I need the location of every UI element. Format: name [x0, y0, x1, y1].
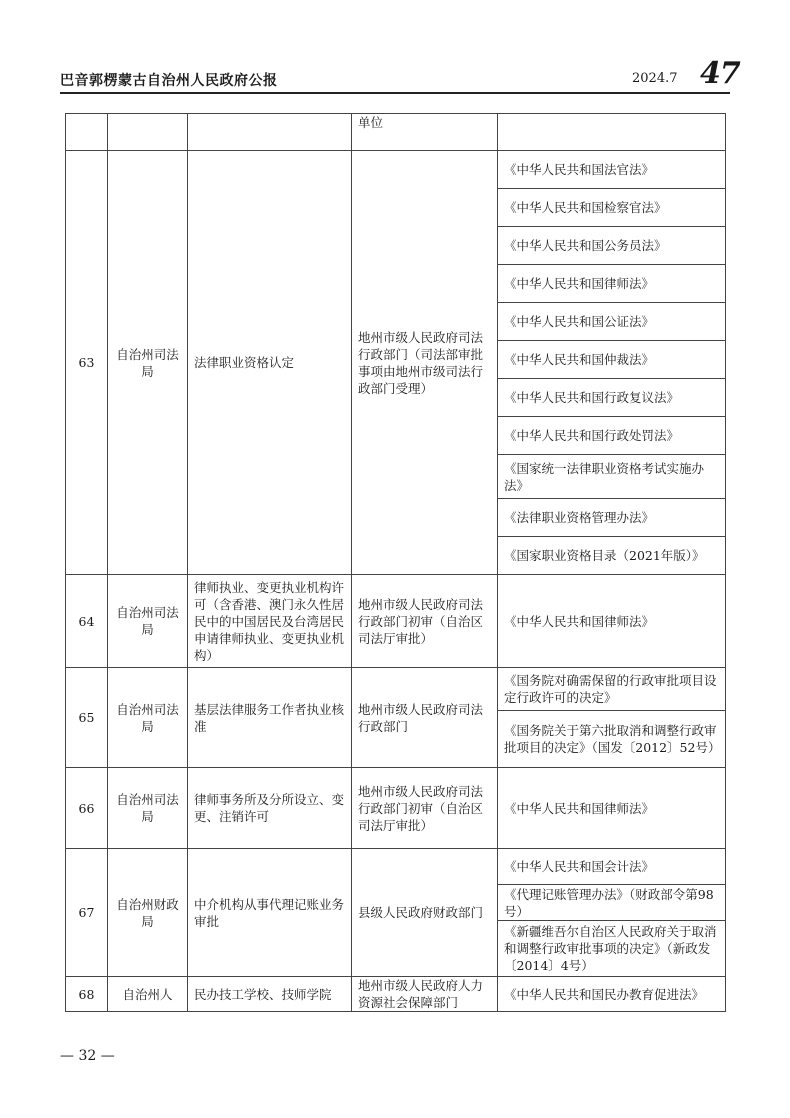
row-number: 65	[66, 668, 108, 768]
legal-basis-cell: 《国家职业资格目录（2021年版）》	[498, 537, 726, 575]
legal-basis-cell: 《中华人民共和国律师法》	[498, 768, 726, 849]
table-cell	[188, 114, 352, 151]
legal-basis-cell: 《中华人民共和国行政处罚法》	[498, 417, 726, 455]
table-cell	[66, 114, 108, 151]
row-number: 68	[66, 977, 108, 1012]
legal-basis-cell: 《中华人民共和国公务员法》	[498, 227, 726, 265]
legal-basis-cell: 《中华人民共和国仲裁法》	[498, 341, 726, 379]
journal-title: 巴音郭楞蒙古自治州人民政府公报	[60, 73, 278, 89]
item-cell: 民办技工学校、技师学院	[188, 977, 352, 1012]
department-cell: 自治州司法局	[108, 668, 188, 768]
legal-basis-cell: 《中华人民共和国公证法》	[498, 303, 726, 341]
legal-basis-cell: 《法律职业资格管理办法》	[498, 499, 726, 537]
item-cell: 法律职业资格认定	[188, 151, 352, 575]
item-cell: 律师事务所及分所设立、变更、注销许可	[188, 768, 352, 849]
authority-cell: 地州市级人民政府司法行政部门初审（自治区司法厅审批）	[352, 575, 498, 668]
department-cell: 自治州司法局	[108, 151, 188, 575]
row-number: 67	[66, 849, 108, 977]
legal-basis-cell: 《国家统一法律职业资格考试实施办法》	[498, 455, 726, 499]
row-number: 66	[66, 768, 108, 849]
table-row	[66, 849, 726, 885]
legal-basis-cell: 《代理记账管理办法》（财政部令第98号）	[498, 885, 726, 921]
table-row	[66, 977, 726, 1012]
legal-basis-cell: 《中华人民共和国行政复议法》	[498, 379, 726, 417]
legal-basis-cell: 《中华人民共和国法官法》	[498, 151, 726, 189]
authority-cell: 单位	[352, 114, 498, 151]
authority-cell: 地州市级人民政府司法行政部门	[352, 668, 498, 768]
table-row	[66, 768, 726, 849]
item-cell: 律师执业、变更执业机构许可（含香港、澳门永久性居民中的中国居民及台湾居民申请律师执业、变更执业机构）	[188, 575, 352, 668]
department-cell: 自治州人	[108, 977, 188, 1012]
department-cell: 自治州司法局	[108, 575, 188, 668]
table-row	[66, 575, 726, 668]
table-row	[66, 114, 726, 151]
authority-cell: 县级人民政府财政部门	[352, 849, 498, 977]
authority-cell: 地州市级人民政府人力资源社会保障部门	[352, 977, 498, 1012]
row-number: 63	[66, 151, 108, 575]
department-cell: 自治州财政局	[108, 849, 188, 977]
administrative-permit-table	[65, 113, 726, 1012]
legal-basis-cell: 《新疆维吾尔自治区人民政府关于取消和调整行政审批事项的决定》（新政发〔2014〕4号）	[498, 921, 726, 977]
authority-cell: 地州市级人民政府司法行政部门（司法部审批事项由地州市级司法行政部门受理）	[352, 151, 498, 575]
legal-basis-cell: 《中华人民共和国检察官法》	[498, 189, 726, 227]
legal-basis-cell: 《中华人民共和国律师法》	[498, 265, 726, 303]
legal-basis-cell: 《中华人民共和国会计法》	[498, 849, 726, 885]
legal-basis-cell: 《中华人民共和国民办教育促进法》	[498, 977, 726, 1012]
issue-date: 2024.7	[632, 71, 678, 86]
authority-cell: 地州市级人民政府司法行政部门初审（自治区司法厅审批）	[352, 768, 498, 849]
department-cell: 自治州司法局	[108, 768, 188, 849]
item-cell: 中介机构从事代理记账业务审批	[188, 849, 352, 977]
issue-number: 47	[700, 56, 740, 91]
legal-basis-cell: 《中华人民共和国律师法》	[498, 575, 726, 668]
table-row	[66, 151, 726, 189]
page-number: — 32 —	[60, 1048, 115, 1064]
table-row	[66, 668, 726, 711]
legal-basis-cell: 《国务院关于第六批取消和调整行政审批项目的决定》（国发〔2012〕52号）	[498, 711, 726, 768]
table-cell	[498, 114, 726, 151]
legal-basis-cell: 《国务院对确需保留的行政审批项目设定行政许可的决定》	[498, 668, 726, 711]
row-number: 64	[66, 575, 108, 668]
table-cell	[108, 114, 188, 151]
header-divider	[60, 92, 730, 94]
item-cell: 基层法律服务工作者执业核准	[188, 668, 352, 768]
